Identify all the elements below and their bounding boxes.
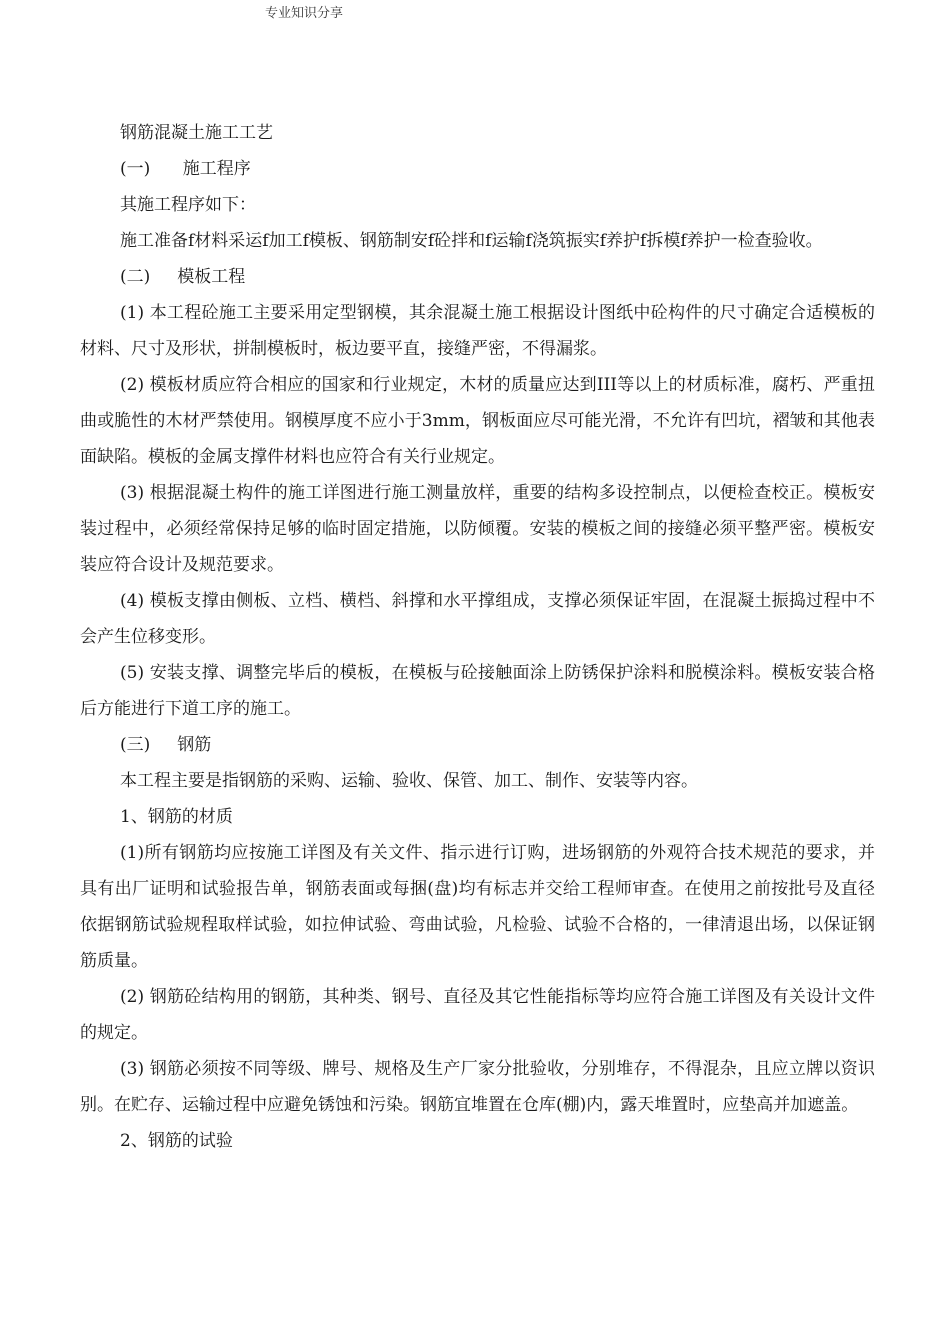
paragraph: (2) 模板材质应符合相应的国家和行业规定，木材的质量应达到III等以上的材质标准，腐朽、严重扭曲或脆性的木材严禁使用。钢模厚度不应小于3mm，钢板面应尽可能光滑，不允许有凹坑，褶皱和其他表面缺陷。模板的金属支撑件材料也应符合有关行业规定。 <box>80 375 875 467</box>
paragraph: 本工程主要是指钢筋的采购、运输、验收、保管、加工、制作、安装等内容。 <box>120 771 698 791</box>
paragraph: (1)所有钢筋均应按施工详图及有关文件、指示进行订购，进场钢筋的外观符合技术规范的要求，并具有出厂证明和试验报告单，钢筋表面或每捆(盘)均有标志并交给工程师审查。在使用之前按批号及直径依据钢筋试验规程取样试验，如拉伸试验、弯曲试验，凡检验、试验不合格的，一律清退出场，以保证钢筋质量。 <box>80 843 875 971</box>
paragraph: (1) 本工程砼施工主要采用定型钢模，其余混凝土施工根据设计图纸中砼构件的尺寸确定合适模板的材料、尺寸及形状，拼制模板时，板边要平直，接缝严密，不得漏浆。 <box>80 303 875 359</box>
section-number: (三) <box>120 735 151 755</box>
document-body <box>80 115 875 1159</box>
section-number: (一) <box>120 159 151 179</box>
paragraph: (2) 钢筋砼结构用的钢筋，其种类、钢号、直径及其它性能指标等均应符合施工详图及有关设计文件的规定。 <box>80 987 875 1043</box>
paragraph: (3) 钢筋必须按不同等级、牌号、规格及生产厂家分批验收，分别堆存，不得混杂，且应立牌以资识别。在贮存、运输过程中应避免锈蚀和污染。钢筋宜堆置在仓库(棚)内，露天堆置时，应垫高并加遮盖。 <box>80 1059 875 1115</box>
section-title: 钢筋 <box>177 735 212 755</box>
doc-title: 钢筋混凝土施工工艺 <box>120 123 273 143</box>
subheading: 2、钢筋的试验 <box>120 1131 233 1151</box>
page-header: 专业知识分享 <box>265 6 344 21</box>
section-title: 模板工程 <box>177 267 246 287</box>
paragraph: (4) 模板支撑由侧板、立档、横档、斜撑和水平撑组成，支撑必须保证牢固，在混凝土振捣过程中不会产生位移变形。 <box>80 591 875 647</box>
paragraph: (3) 根据混凝土构件的施工详图进行施工测量放样，重要的结构多设控制点，以便检查校正。模板安装过程中，必须经常保持足够的临时固定措施，以防倾覆。安装的模板之间的接缝必须平整严密。模板安装应符合设计及规范要求。 <box>80 483 875 575</box>
section-heading-2 <box>80 259 875 295</box>
paragraph: (5) 安装支撑、调整完毕后的模板，在模板与砼接触面涂上防锈保护涂料和脱模涂料。模板安装合格后方能进行下道工序的施工。 <box>80 663 875 719</box>
paragraph: 施工准备f材料采运f加工f模板、钢筋制安f砼拌和f运输f浇筑振实f养护f拆模f养护一检查验收。 <box>120 231 823 251</box>
section-heading-3 <box>80 727 875 763</box>
subheading: 1、钢筋的材质 <box>120 807 233 827</box>
section-heading-1 <box>80 151 875 187</box>
section-title: 施工程序 <box>182 159 251 179</box>
paragraph: 其施工程序如下： <box>120 195 256 215</box>
section-number: (二) <box>120 267 151 287</box>
